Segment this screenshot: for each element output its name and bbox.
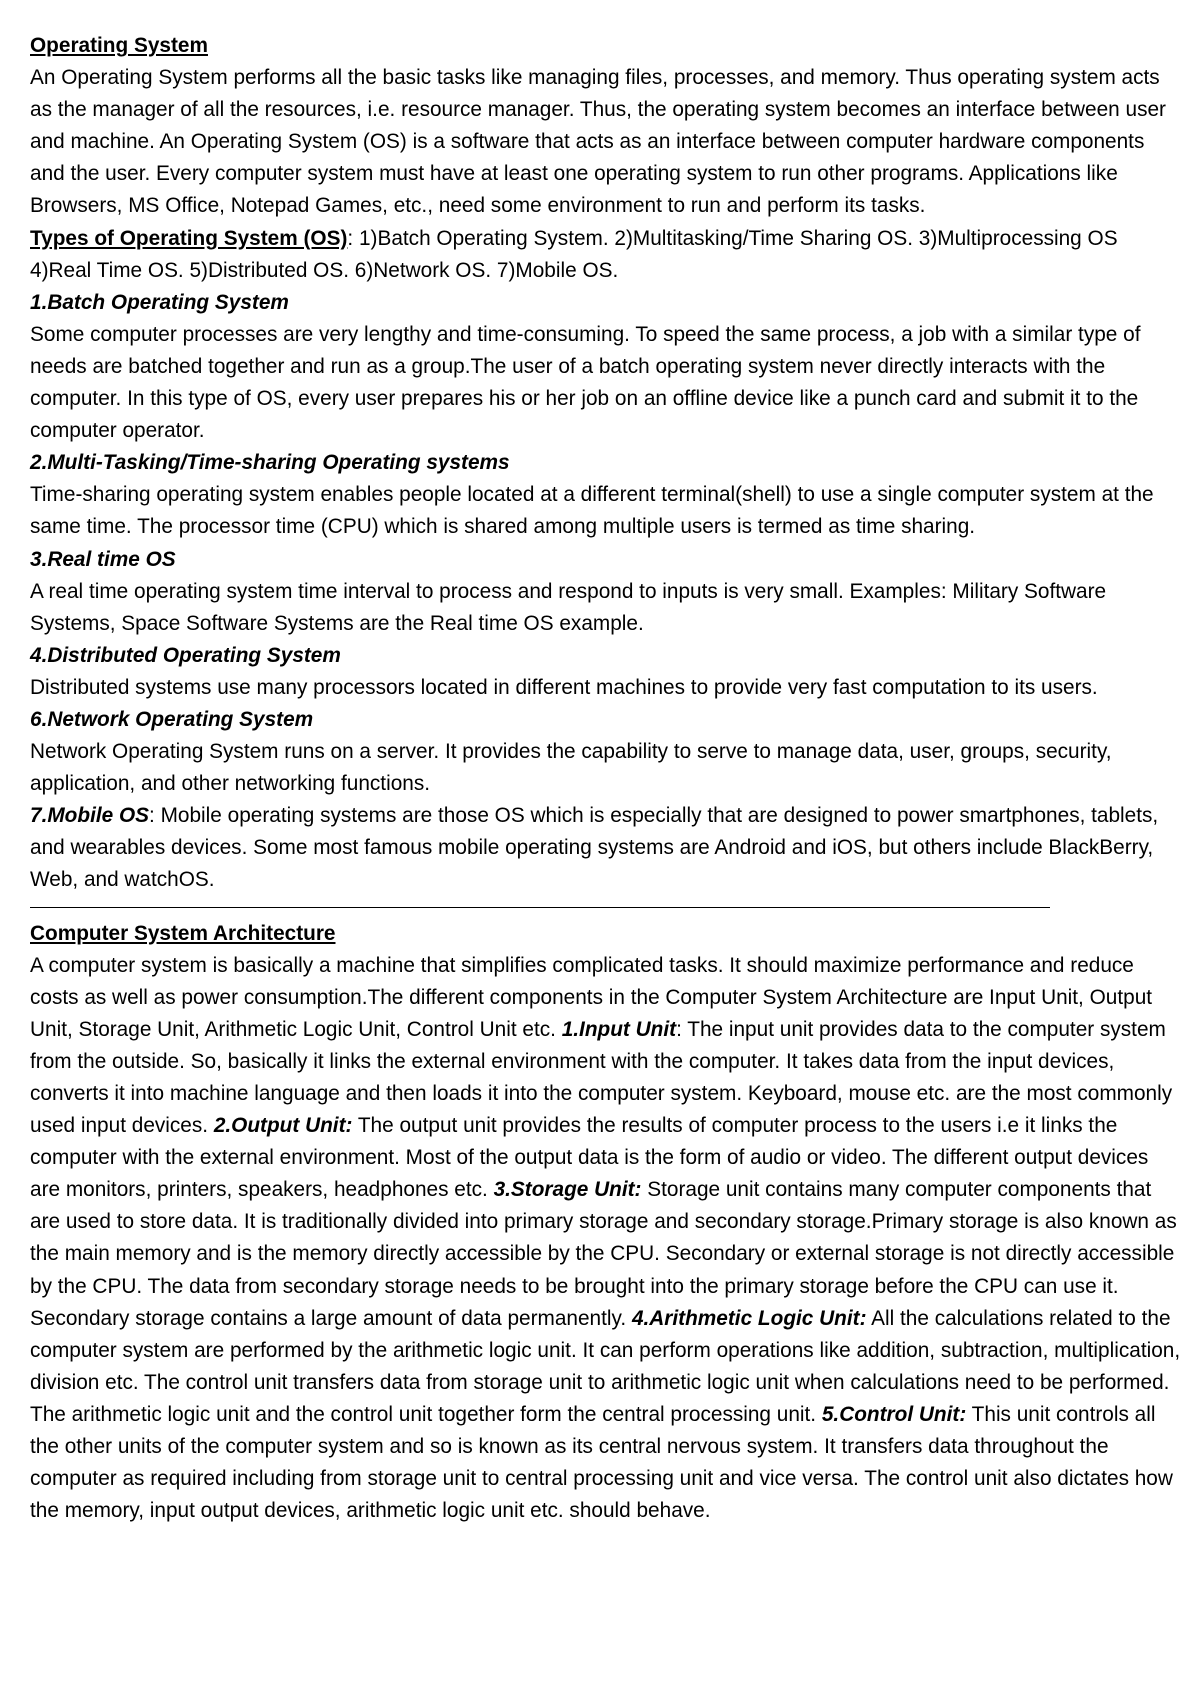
storage-unit-text: Storage unit contains many computer components that are used to store data. It is traditionally divided into primary storage and secondary storage.Primary storage is also known as the main memory and is the memory directly accessible by the CPU. Secondary or external storage is not directly accessible by the CPU. The data from secondary storage needs to be brought into the primary storage before the CPU can use it. Secondary storage contains a large amount of data permanently. — [30, 1178, 1177, 1330]
alu-text: All the calculations related to the computer system are performed by the arithmetic logic unit. It can perform operations like addition, subtraction, multiplication, division etc. The control unit transfers data from storage unit to arithmetic logic unit when calculations need to be performed. The arithmetic logic unit and the control unit together form the central processing unit. — [30, 1306, 1181, 1426]
section-divider — [30, 907, 1050, 908]
batch-os-body: Some computer processes are very lengthy and time-consuming. To speed the same process, a job with a similar type of needs are batched together and run as a group.The user of a batch operating system never directly interacts with the computer. In this type of OS, every user prepares his or her job on an offline device like a punch card and submit it to the computer operator. — [30, 322, 1141, 443]
input-unit-text: : The input unit provides data to the computer system from the outside. So, basically it links the external environment with the computer. It takes data from the input devices, converts it into machine language and then loads it into the computer system. Keyboard, mouse etc. are the most commonly used input devices. — [30, 1017, 1173, 1138]
mobile-os-text: : Mobile operating systems are those OS which is especially that are designed to power smartphones, tablets, and wearables devices. Some most famous mobile operating systems are Android and iOS, but others include BlackBerry, Web, and watchOS. — [30, 804, 1159, 892]
csa-heading — [30, 918, 1184, 950]
real-time-os-heading: 3.Real time OS — [30, 547, 176, 571]
alu-label: 4.Arithmetic Logic Unit: — [631, 1306, 867, 1330]
os-title: Operating System — [30, 34, 208, 57]
distributed-os-heading: 4.Distributed Operating System — [30, 643, 341, 667]
real-time-os-body: A real time operating system time interval to process and respond to inputs is very small. Examples: Military Software Systems, Space Software Systems are the Real time OS example. — [30, 579, 1107, 635]
batch-os-heading: 1.Batch Operating System — [30, 290, 289, 314]
os-intro: An Operating System performs all the basic tasks like managing files, processes, and memory. Thus operating system acts as the manager of all the resources, i.e. resource manager. Thus, the operating system becomes an interface between user and machine. An Operating System (OS) is a software that acts as an interface between computer hardware components and the user. Every computer system must have at least one operating system to run other programs. Applications like Browsers, MS Office, Notepad Games, etc., need some environment to run and perform its tasks. — [30, 66, 1166, 218]
os-heading — [30, 30, 1184, 62]
output-unit-text: The output unit provides the results of computer process to the users i.e it links the computer with the external environment. Most of the output data is the form of audio or video. The different output devices are monitors, printers, speakers, headphones etc. — [30, 1114, 1149, 1202]
storage-unit-label: 3.Storage Unit: — [493, 1178, 642, 1202]
control-unit-label: 5.Control Unit: — [821, 1402, 967, 1426]
distributed-os-body: Distributed systems use many processors located in different machines to provide very fast computation to its users. — [30, 675, 1098, 699]
os-types-text: : 1)Batch Operating System. 2)Multitasking/Time Sharing OS. 3)Multiprocessing OS 4)Real Time OS. 5)Distributed OS. 6)Network OS. 7)Mobile OS. — [30, 226, 1118, 282]
os-types-paragraph — [30, 223, 1184, 287]
control-unit-text: This unit controls all the other units of the computer system and so is known as its central nervous system. It transfers data throughout the computer as required including from storage unit to central processing unit and vice versa. The control unit also dictates how the memory, input output devices, arithmetic logic unit etc. should behave. — [30, 1402, 1173, 1523]
network-os-body: Network Operating System runs on a server. It provides the capability to serve to manage data, user, groups, security, application, and other networking functions. — [30, 740, 1112, 796]
mobile-os-paragraph — [30, 800, 1184, 896]
document-page — [30, 30, 1184, 1527]
time-sharing-os-heading: 2.Multi-Tasking/Time-sharing Operating systems — [30, 451, 510, 475]
csa-intro: A computer system is basically a machine that simplifies complicated tasks. It should maximize performance and reduce costs as well as power consumption.The different components in the Computer System Architecture are Input Unit, Output Unit, Storage Unit, Arithmetic Logic Unit, Control Unit etc. — [30, 953, 1153, 1041]
output-unit-label: 2.Output Unit: — [213, 1114, 353, 1138]
time-sharing-os-body: Time-sharing operating system enables people located at a different terminal(shell) to use a single computer system at the same time. The processor time (CPU) which is shared among multiple users is termed as time sharing. — [30, 483, 1154, 539]
network-os-heading: 6.Network Operating System — [30, 707, 314, 731]
input-unit-label: 1.Input Unit — [561, 1017, 677, 1041]
csa-title: Computer System Architecture — [30, 921, 336, 945]
csa-body — [30, 950, 1184, 1528]
os-types-label: Types of Operating System (OS) — [30, 226, 348, 250]
mobile-os-heading: 7.Mobile OS — [30, 804, 150, 828]
